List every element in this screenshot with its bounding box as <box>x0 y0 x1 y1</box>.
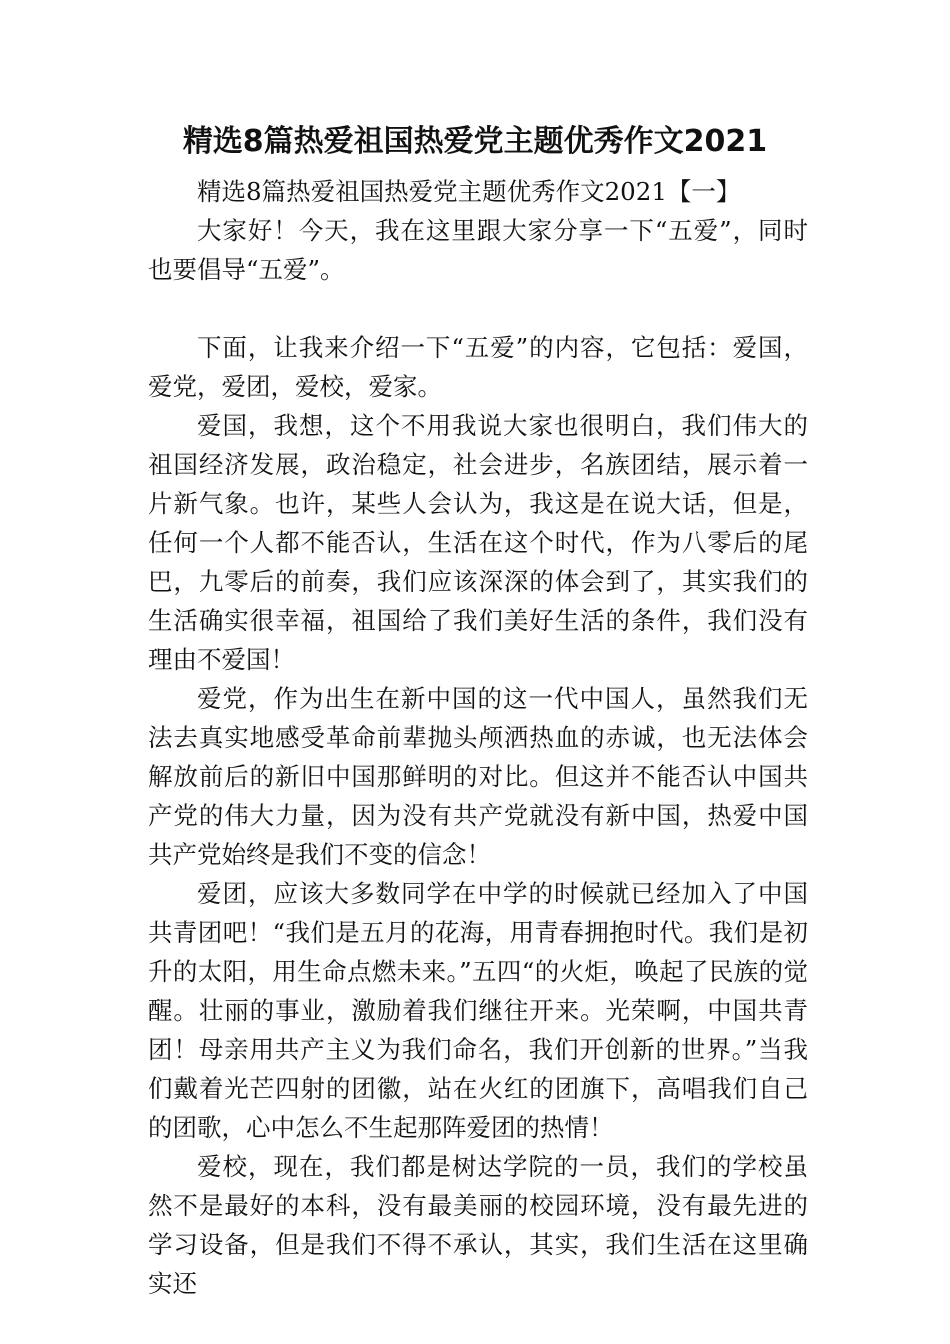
document-title: 精选8篇热爱祖国热爱党主题优秀作文2021 <box>182 124 768 159</box>
paragraph-love-league: 爱团，应该大多数同学在中学的时候就已经加入了中国共青团吧！“我们是五月的花海，用青春拥抱时代。我们是初升的太阳，用生命点燃未来。”五四“的火炬，唤起了民族的觉醒。壮丽的事业，激励着我们继往开来。光荣啊，中国共青团！母亲用共产主义为我们命名，我们开创新的世界。”当我们戴着光芒四射的团徽，站在火红的团旗下，高唱我们自己的团歌，心中怎么不生起那阵爱团的热情！ <box>148 879 808 1142</box>
blank-line <box>148 289 808 328</box>
paragraph-love-party: 爱党，作为出生在新中国的这一代中国人，虽然我们无法去真实地感受革命前辈抛头颅洒热血的赤诚，也无法体会解放前后的新旧中国那鲜明的对比。但这并不能否认中国共产党的伟大力量，因为没有共产党就没有新中国，热爱中国共产党始终是我们不变的信念！ <box>148 684 808 869</box>
document-body <box>148 172 808 1303</box>
paragraph-greeting: 大家好！今天，我在这里跟大家分享一下“五爱”，同时也要倡导“五爱”。 <box>148 216 808 284</box>
section-heading: 精选8篇热爱祖国热爱党主题优秀作文2021【一】 <box>197 177 741 206</box>
paragraph-love-school: 爱校，现在，我们都是树达学院的一员，我们的学校虽然不是最好的本科，没有最美丽的校园环境，没有最先进的学习设备，但是我们不得不承认，其实，我们生活在这里确实还 <box>148 1152 808 1298</box>
paragraph-love-country: 爱国，我想，这个不用我说大家也很明白，我们伟大的祖国经济发展，政治稳定，社会进步，名族团结，展示着一片新气象。也许，某些人会认为，我这是在说大话，但是，任何一个人都不能否认，生活在这个时代，作为八零后的尾巴，九零后的前奏，我们应该深深的体会到了，其实我们的生活确实很幸福，祖国给了我们美好生活的条件，我们没有理由不爱国！ <box>148 411 808 674</box>
paragraph-intro: 下面，让我来介绍一下“五爱”的内容，它包括：爱国，爱党，爱团，爱校，爱家。 <box>148 333 808 401</box>
